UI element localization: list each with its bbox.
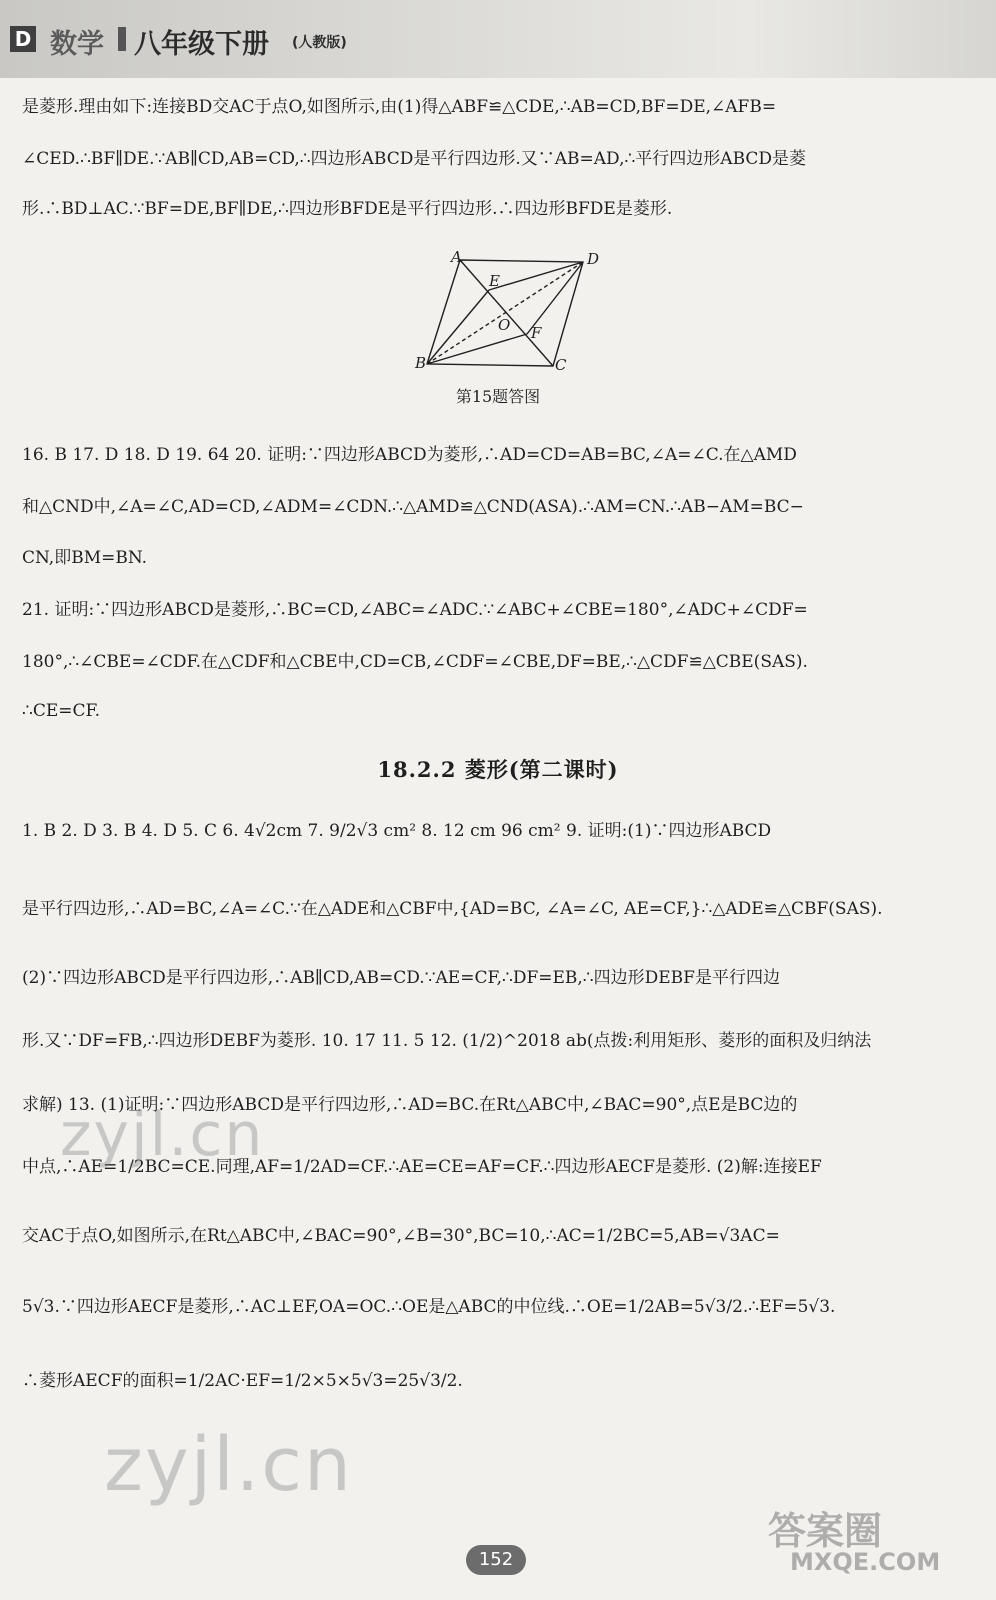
- text-line: 180°,∴∠CBE=∠CDF.在△CDF和△CBE中,CD=CB,∠CDF=∠CBE,DF=BE,∴△CDF≌△CBE(SAS).: [22, 652, 808, 672]
- segment-bf: [427, 334, 527, 364]
- diagonal-bd: [427, 262, 583, 364]
- watermark: zyjl.cn: [60, 1100, 265, 1170]
- label-o: O: [498, 316, 511, 334]
- figure-caption: 第15题答图: [455, 387, 541, 406]
- label-b: B: [415, 354, 427, 372]
- text-line: 中点,∴AE=1/2BC=CE.同理,AF=1/2AD=CF.∴AE=CE=AF=CF.∴四边形AECF是菱形. (2)解:连接EF: [22, 1157, 822, 1177]
- edition-label: (人教版): [292, 35, 347, 51]
- header-divider: [118, 27, 126, 51]
- label-e: E: [489, 272, 500, 290]
- corner-watermark: 答案圈: [768, 1509, 883, 1553]
- text-line: ∠CED.∴BF∥DE.∵AB∥CD,AB=CD,∴四边形ABCD是平行四边形.又∵AB=AD,∴平行四边形ABCD是菱: [22, 149, 807, 169]
- book-title: 八年级下册: [134, 29, 269, 60]
- label-f: F: [531, 324, 542, 342]
- text-line: 1. B 2. D 3. B 4. D 5. C 6. 4√2cm 7. 9/2√3 cm² 8. 12 cm 96 cm² 9. 证明:(1)∵四边形ABCD: [22, 821, 772, 841]
- text-line: 形.又∵DF=FB,∴四边形DEBF为菱形. 10. 17 11. 5 12. (1/2)^2018 ab(点拨:利用矩形、菱形的面积及归纳法: [22, 1031, 872, 1051]
- text-line: 是菱形.理由如下:连接BD交AC于点O,如图所示,由(1)得△ABF≌△CDE,∴AB=CD,BF=DE,∠AFB=: [22, 97, 777, 117]
- text-line: ∴菱形AECF的面积=1/2AC·EF=1/2×5×5√3=25√3/2.: [22, 1371, 463, 1391]
- page-header: [0, 0, 996, 78]
- text-line: 5√3.∵四边形AECF是菱形,∴AC⊥EF,OA=OC.∴OE是△ABC的中位线.∴OE=1/2AB=5√3/2.∴EF=5√3.: [22, 1297, 836, 1317]
- text-line: 21. 证明:∵四边形ABCD是菱形,∴BC=CD,∠ABC=∠ADC.∵∠ABC+∠CBE=180°,∠ADC+∠CDF=: [22, 600, 808, 620]
- section-title: 18.2.2 菱形(第二课时): [377, 757, 619, 782]
- label-a: A: [451, 248, 462, 266]
- page-number: 152: [466, 1545, 526, 1575]
- text-line: 交AC于点O,如图所示,在Rt△ABC中,∠BAC=90°,∠B=30°,BC=10,∴AC=1/2BC=5,AB=√3AC=: [22, 1226, 780, 1246]
- label-d: D: [587, 250, 600, 268]
- corner-watermark-url: MXQE.COM: [790, 1548, 941, 1576]
- section-mark: D: [10, 26, 36, 52]
- text-line: (2)∵四边形ABCD是平行四边形,∴AB∥CD,AB=CD.∵AE=CF,∴DF=EB,∴四边形DEBF是平行四边: [22, 968, 780, 988]
- text-line: CN,即BM=BN.: [22, 548, 148, 568]
- watermark: zyjl.cn: [104, 1422, 353, 1508]
- rhombus-figure: [405, 248, 605, 378]
- segment-ed: [489, 262, 583, 290]
- text-line: 16. B 17. D 18. D 19. 64 20. 证明:∵四边形ABCD为菱形,∴AD=CD=AB=BC,∠A=∠C.在△AMD: [22, 445, 797, 465]
- text-line: 是平行四边形,∴AD=BC,∠A=∠C.∵在△ADE和△CBF中,{AD=BC, ∠A=∠C, AE=CF,}∴△ADE≌△CBF(SAS).: [22, 899, 883, 919]
- segment-be: [427, 290, 489, 364]
- text-line: 形.∴BD⊥AC.∵BF=DE,BF∥DE,∴四边形BFDE是平行四边形.∴四边形BFDE是菱形.: [22, 199, 673, 219]
- text-line: ∴CE=CF.: [22, 701, 101, 721]
- label-c: C: [555, 356, 567, 374]
- text-line: 求解) 13. (1)证明:∵四边形ABCD是平行四边形,∴AD=BC.在Rt△ABC中,∠BAC=90°,点E是BC边的: [22, 1095, 798, 1115]
- text-line: 和△CND中,∠A=∠C,AD=CD,∠ADM=∠CDN.∴△AMD≌△CND(ASA).∴AM=CN.∴AB−AM=BC−: [22, 497, 804, 517]
- subject-label: 数学: [50, 29, 104, 60]
